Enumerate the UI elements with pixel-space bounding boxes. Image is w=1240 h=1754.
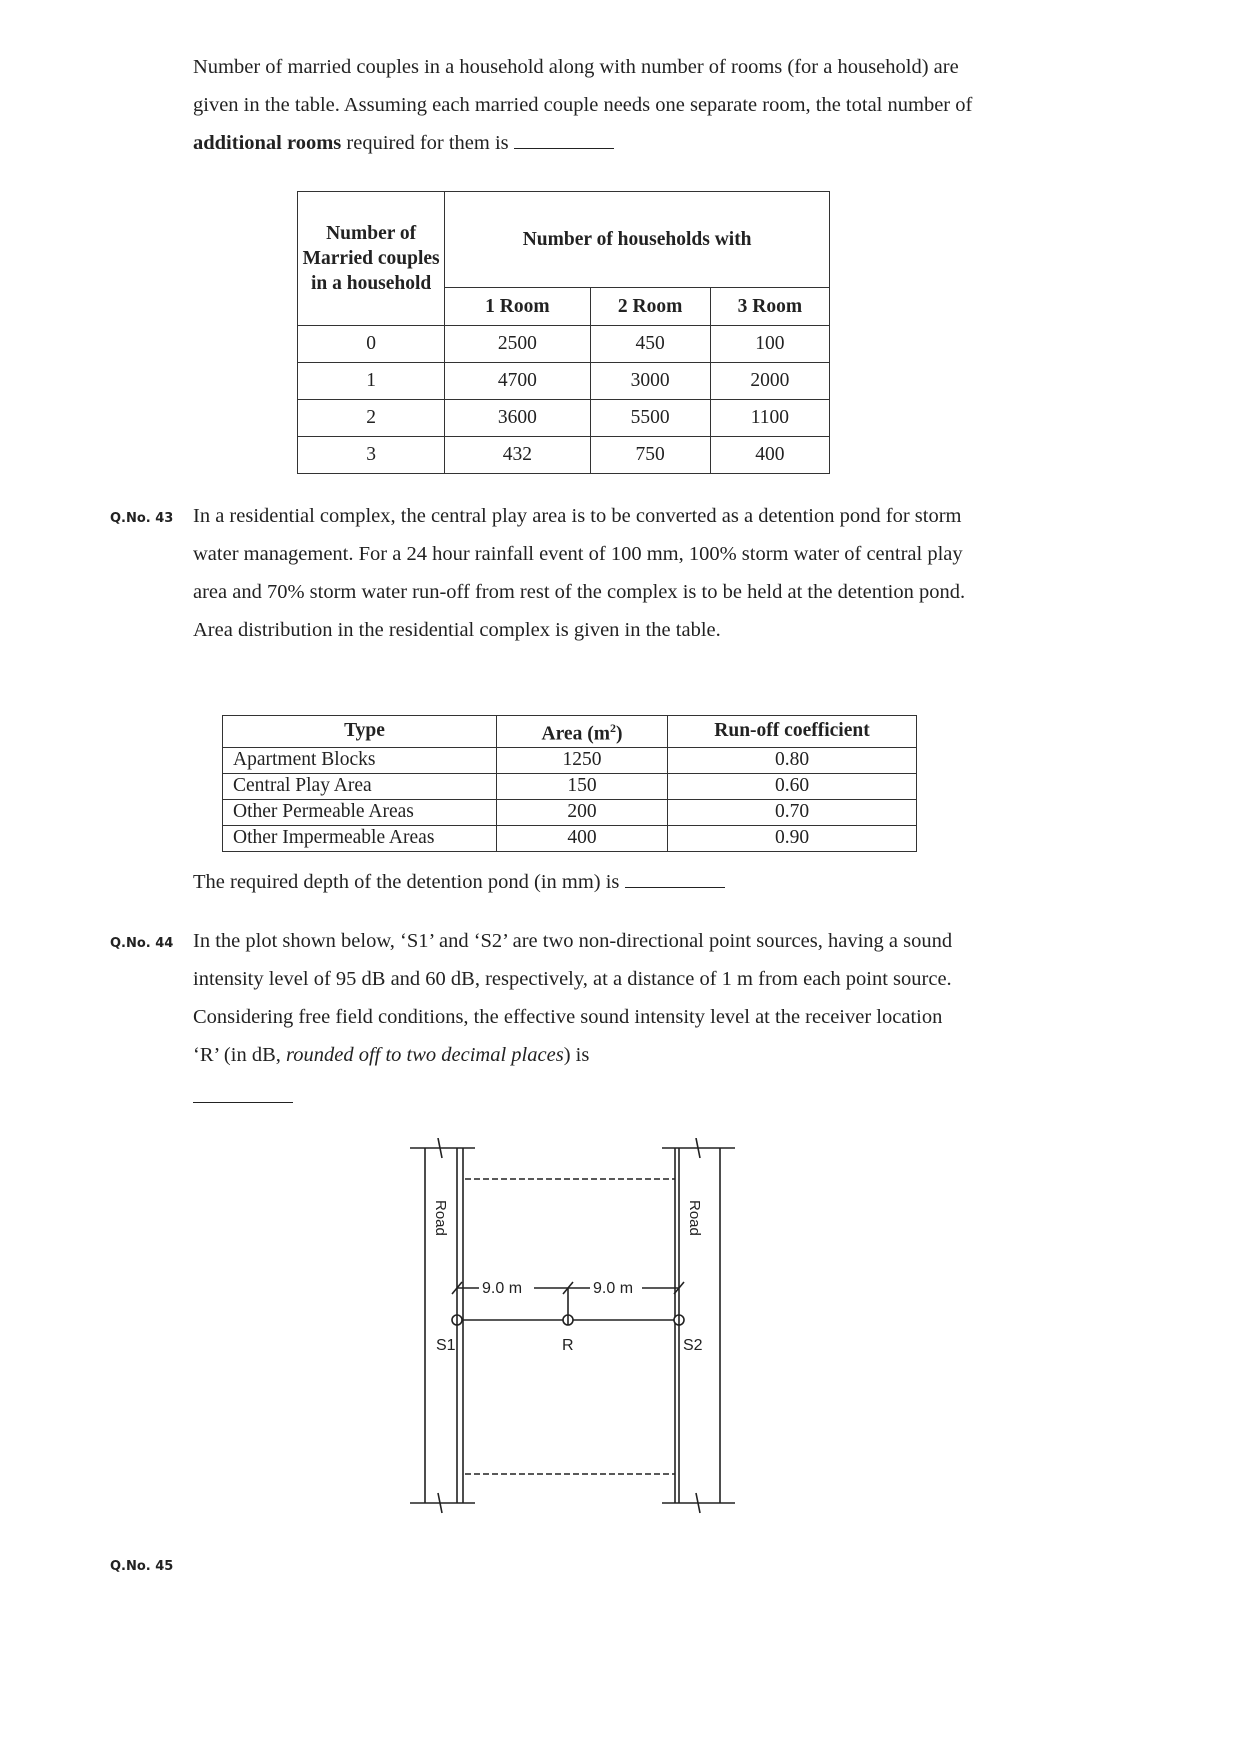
table-cell: 5500 bbox=[590, 400, 710, 437]
table-cell: 150 bbox=[497, 773, 668, 799]
table1-subheader: 1 Room bbox=[445, 288, 590, 326]
table-cell: 2000 bbox=[710, 363, 829, 400]
right-top-break-icon bbox=[662, 1138, 735, 1158]
right-bottom-break-icon bbox=[662, 1493, 735, 1513]
table-row bbox=[298, 326, 830, 363]
road-label-left: Road bbox=[432, 1200, 449, 1236]
left-top-break-icon bbox=[410, 1138, 475, 1158]
table-row bbox=[298, 437, 830, 474]
sound-source-plot-diagram bbox=[380, 1138, 740, 1518]
table-cell: 2 bbox=[298, 400, 445, 437]
q43-question bbox=[193, 863, 973, 901]
table-cell: 750 bbox=[590, 437, 710, 474]
q42-text-part2: required for them is bbox=[341, 132, 509, 154]
answer-blank-q44 bbox=[193, 1084, 293, 1103]
answer-blank-q42 bbox=[514, 130, 614, 149]
table-cell: Apartment Blocks bbox=[223, 747, 497, 773]
table2-header-type: Type bbox=[223, 716, 497, 748]
table-cell: 2500 bbox=[445, 326, 590, 363]
table-cell: 4700 bbox=[445, 363, 590, 400]
table-cell: Central Play Area bbox=[223, 773, 497, 799]
table2-header-area-text: Area (m bbox=[541, 723, 610, 745]
table1-subheader: 2 Room bbox=[590, 288, 710, 326]
q43-question-text: The required depth of the detention pond (in mm) is bbox=[193, 871, 620, 893]
question-number-44: Q.No. 44 bbox=[110, 936, 174, 951]
source-label-s2: S2 bbox=[683, 1337, 703, 1354]
table-cell: Other Permeable Areas bbox=[223, 799, 497, 825]
table-cell: 1250 bbox=[497, 747, 668, 773]
table2-header-area bbox=[497, 716, 668, 748]
table-cell: 3000 bbox=[590, 363, 710, 400]
q42-text-part1: Number of married couples in a household along with number of rooms (for a household) are given in the table. Assuming each married couple needs one separate room, the total number of bbox=[193, 56, 973, 116]
table-cell: 1 bbox=[298, 363, 445, 400]
households-table bbox=[297, 191, 830, 474]
table-cell: Other Impermeable Areas bbox=[223, 825, 497, 851]
table-cell: 3600 bbox=[445, 400, 590, 437]
q44-text-italic: rounded off to two decimal places bbox=[286, 1044, 564, 1066]
dimension-label-1: 9.0 m bbox=[482, 1280, 523, 1297]
table-cell: 1100 bbox=[710, 400, 829, 437]
q44-text-end: ) is bbox=[563, 1044, 590, 1066]
table-cell: 0.80 bbox=[668, 747, 917, 773]
table-row bbox=[298, 400, 830, 437]
table-cell: 3 bbox=[298, 437, 445, 474]
table-row bbox=[223, 799, 917, 825]
table1-subheader: 3 Room bbox=[710, 288, 829, 326]
table-cell: 200 bbox=[497, 799, 668, 825]
q42-text-bold: additional rooms bbox=[193, 132, 342, 154]
left-bottom-break-icon bbox=[410, 1493, 475, 1513]
table-row bbox=[223, 825, 917, 851]
q42-text bbox=[193, 48, 973, 162]
road-label-right: Road bbox=[686, 1200, 703, 1236]
table2-header-runoff: Run-off coefficient bbox=[668, 716, 917, 748]
answer-blank-q43 bbox=[625, 869, 725, 888]
table-cell: 100 bbox=[710, 326, 829, 363]
receiver-label-r: R bbox=[562, 1337, 574, 1354]
dimension-label-2: 9.0 m bbox=[593, 1280, 634, 1297]
table1-header-group: Number of households with bbox=[445, 192, 830, 288]
q43-text: In a residential complex, the central play area is to be converted as a detention pond for storm water management. For a 24 hour rainfall event of 100 mm, 100% storm water of central play area and 70% storm water run-off from rest of the complex is to be held at the detention pond. Area distribution in the residential complex is given in the table. bbox=[193, 505, 966, 641]
table-cell: 400 bbox=[497, 825, 668, 851]
question-number-45: Q.No. 45 bbox=[110, 1559, 174, 1574]
table1-header-couples: Number of Married couples in a household bbox=[298, 192, 445, 326]
source-label-s1: S1 bbox=[436, 1337, 456, 1354]
table-cell: 450 bbox=[590, 326, 710, 363]
table-row bbox=[223, 747, 917, 773]
table-row bbox=[298, 363, 830, 400]
q44-text bbox=[193, 922, 973, 1074]
table-row bbox=[223, 773, 917, 799]
table-cell: 0 bbox=[298, 326, 445, 363]
table-cell: 0.70 bbox=[668, 799, 917, 825]
table-cell: 0.60 bbox=[668, 773, 917, 799]
table-cell: 400 bbox=[710, 437, 829, 474]
table2-header-area-sup: 2 bbox=[609, 721, 616, 735]
area-distribution-table bbox=[222, 715, 917, 852]
table-cell: 0.90 bbox=[668, 825, 917, 851]
table2-header-area-close: ) bbox=[615, 723, 623, 745]
q44-text-main: In the plot shown below, ‘S1’ and ‘S2’ are two non-directional point sources, having a sound intensity level of 95 dB and 60 dB, respectively, at a distance of 1 m from each point source. Considering free field conditions, the effective sound intensity level at the receiver location ‘R’ (in dB, bbox=[193, 930, 953, 1066]
table-cell: 432 bbox=[445, 437, 590, 474]
question-number-43: Q.No. 43 bbox=[110, 511, 174, 526]
